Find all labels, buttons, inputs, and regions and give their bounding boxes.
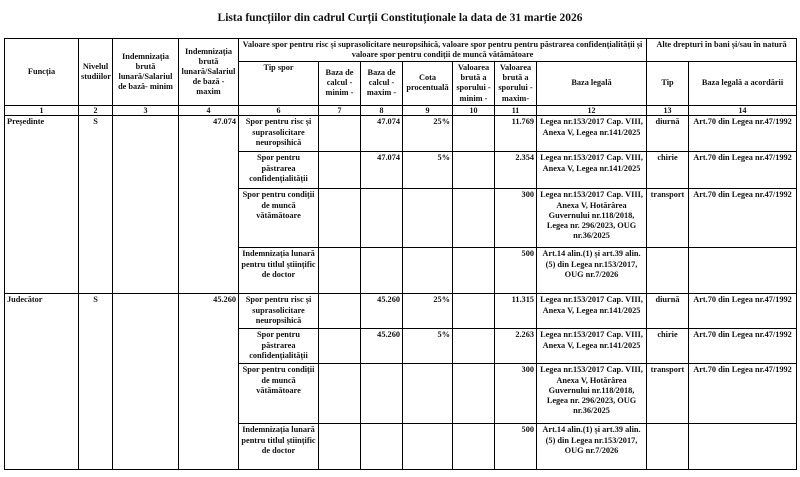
header-tip-spor: Tip spor (239, 62, 319, 105)
cell-val-max: 11.769 (495, 116, 537, 152)
header-ind-min: Indemnizația brută lunară/Salariul de bază- minim (113, 39, 179, 106)
cell-cota: 5% (403, 152, 453, 189)
cell-tip: transport (647, 364, 689, 424)
cell-cota (403, 364, 453, 424)
cell-cota: 5% (403, 329, 453, 364)
cell-baza-acord (689, 248, 797, 294)
cell-tip: diurnă (647, 116, 689, 152)
cell-tip-spor: Spor pentru condiții de muncă vătămătoare (239, 364, 319, 424)
cell-baza-legala: Legea nr.153/2017 Cap. VIII, Anexa V, Hotărârea Guvernului nr.118/2018, Legea nr. 296/2023, OUG nr.36/2025 (537, 189, 647, 248)
cell-baza-acord: Art.70 din Legea nr.47/1992 (689, 189, 797, 248)
cell-nivel: S (79, 116, 113, 294)
cell-baza-legala: Legea nr.153/2017 Cap. VIII, Anexa V, Legea nr.141/2025 (537, 294, 647, 329)
header-functia: Funcția (5, 39, 79, 106)
cell-baza-min (319, 248, 361, 294)
cell-cota (403, 248, 453, 294)
cell-nivel: S (79, 294, 113, 470)
cell-tip-spor: Indemnizația lunară pentru titlul științific de doctor (239, 248, 319, 294)
cell-baza-min (319, 424, 361, 470)
cell-baza-acord: Art.70 din Legea nr.47/1992 (689, 116, 797, 152)
header-baza-min: Baza de calcul - minim - (319, 62, 361, 105)
cell-baza-acord: Art.70 din Legea nr.47/1992 (689, 294, 797, 329)
cell-baza-legala: Legea nr.153/2017 Cap. VIII, Anexa V, Legea nr.141/2025 (537, 329, 647, 364)
cell-baza-min (319, 364, 361, 424)
col-number: 4 (179, 105, 239, 116)
cell-cota (403, 189, 453, 248)
cell-val-max: 300 (495, 189, 537, 248)
header-tip: Tip (647, 62, 689, 105)
col-number: 13 (647, 105, 689, 116)
cell-val-max: 11.315 (495, 294, 537, 329)
header-val-max: Valoarea brută a sporului - maxim- (495, 62, 537, 105)
cell-cota (403, 424, 453, 470)
column-number-row (5, 105, 797, 116)
cell-baza-max (361, 189, 403, 248)
header-group-spor: Valoare spor pentru risc și suprasolicitare neuropsihică, valoare spor pentru pentru păstrarea confidențialității și valoare spor pentru condiții de muncă vătămătoare (239, 39, 647, 62)
cell-tip: transport (647, 189, 689, 248)
header-cota: Cota procentuală (403, 62, 453, 105)
cell-ind-max: 45.260 (179, 294, 239, 470)
cell-baza-max: 45.260 (361, 329, 403, 364)
cell-tip-spor: Spor pentru păstrarea confidențialității (239, 152, 319, 189)
cell-baza-min (319, 329, 361, 364)
header-nivel: Nivelul studiilor (79, 39, 113, 106)
col-number: 1 (5, 105, 79, 116)
table-row (5, 116, 797, 152)
col-number: 10 (453, 105, 495, 116)
cell-baza-min (319, 294, 361, 329)
col-number: 11 (495, 105, 537, 116)
col-number: 7 (319, 105, 361, 116)
table-row (5, 294, 797, 329)
cell-val-max: 500 (495, 248, 537, 294)
cell-baza-min (319, 152, 361, 189)
header-baza-max: Baza de calcul - maxim - (361, 62, 403, 105)
col-number: 6 (239, 105, 319, 116)
functions-table (4, 38, 797, 470)
cell-baza-acord: Art.70 din Legea nr.47/1992 (689, 364, 797, 424)
cell-cota: 25% (403, 116, 453, 152)
cell-val-min (453, 424, 495, 470)
cell-val-min (453, 329, 495, 364)
cell-tip (647, 248, 689, 294)
cell-baza-legala: Legea nr.153/2017 Cap. VIII, Anexa V, Hotărârea Guvernului nr.118/2018, Legea nr. 296/2023, OUG nr.36/2025 (537, 364, 647, 424)
cell-val-min (453, 189, 495, 248)
header-baza-legala-acord: Baza legală a acordării (689, 62, 797, 105)
cell-baza-acord (689, 424, 797, 470)
cell-val-min (453, 152, 495, 189)
cell-val-min (453, 116, 495, 152)
col-number: 14 (689, 105, 797, 116)
cell-functia: Judecător (5, 294, 79, 470)
col-number: 8 (361, 105, 403, 116)
cell-val-min (453, 294, 495, 329)
header-baza-legala: Baza legală (537, 62, 647, 105)
cell-ind-max: 47.074 (179, 116, 239, 294)
cell-ind-min (113, 116, 179, 294)
cell-baza-legala: Legea nr.153/2017 Cap. VIII, Anexa V, Legea nr.141/2025 (537, 152, 647, 189)
cell-baza-legala: Art.14 alin.(1) și art.39 alin.(5) din Legea nr.153/2017, OUG nr.7/2026 (537, 248, 647, 294)
cell-tip-spor: Indemnizația lunară pentru titlul științific de doctor (239, 424, 319, 470)
cell-val-max: 500 (495, 424, 537, 470)
col-number: 9 (403, 105, 453, 116)
cell-baza-max: 47.074 (361, 152, 403, 189)
cell-baza-min (319, 116, 361, 152)
cell-tip-spor: Spor pentru păstrarea confidențialității (239, 329, 319, 364)
col-number: 2 (79, 105, 113, 116)
cell-baza-max: 45.260 (361, 294, 403, 329)
header-ind-max: Indemnizația brută lunară/Salariul de bază -maxim (179, 39, 239, 106)
cell-baza-legala: Legea nr.153/2017 Cap. VIII, Anexa V, Legea nr.141/2025 (537, 116, 647, 152)
cell-tip (647, 424, 689, 470)
cell-tip-spor: Spor pentru condiții de muncă vătămătoare (239, 189, 319, 248)
cell-baza-acord: Art.70 din Legea nr.47/1992 (689, 329, 797, 364)
cell-val-min (453, 364, 495, 424)
cell-ind-min (113, 294, 179, 470)
cell-tip: chirie (647, 329, 689, 364)
page-title: Lista funcțiilor din cadrul Curții Constituționale la data de 31 martie 2026 (217, 12, 583, 24)
cell-baza-max: 47.074 (361, 116, 403, 152)
cell-val-max: 2.354 (495, 152, 537, 189)
cell-tip: diurnă (647, 294, 689, 329)
cell-val-max: 2.263 (495, 329, 537, 364)
cell-baza-max (361, 248, 403, 294)
header-group-alte: Alte drepturi în bani și/sau în natură (647, 39, 797, 62)
cell-baza-max (361, 364, 403, 424)
col-number: 3 (113, 105, 179, 116)
cell-baza-acord: Art.70 din Legea nr.47/1992 (689, 152, 797, 189)
col-number: 12 (537, 105, 647, 116)
cell-functia: Președinte (5, 116, 79, 294)
cell-cota: 25% (403, 294, 453, 329)
cell-val-max: 300 (495, 364, 537, 424)
cell-baza-legala: Art.14 alin.(1) și art.39 alin.(5) din Legea nr.153/2017, OUG nr.7/2026 (537, 424, 647, 470)
header-val-min: Valoarea brută a sporului - minim - (453, 62, 495, 105)
cell-tip: chirie (647, 152, 689, 189)
cell-tip-spor: Spor pentru risc și suprasolicitare neuropsihică (239, 116, 319, 152)
cell-val-min (453, 248, 495, 294)
cell-baza-max (361, 424, 403, 470)
cell-tip-spor: Spor pentru risc și suprasolicitare neuropsihică (239, 294, 319, 329)
cell-baza-min (319, 189, 361, 248)
